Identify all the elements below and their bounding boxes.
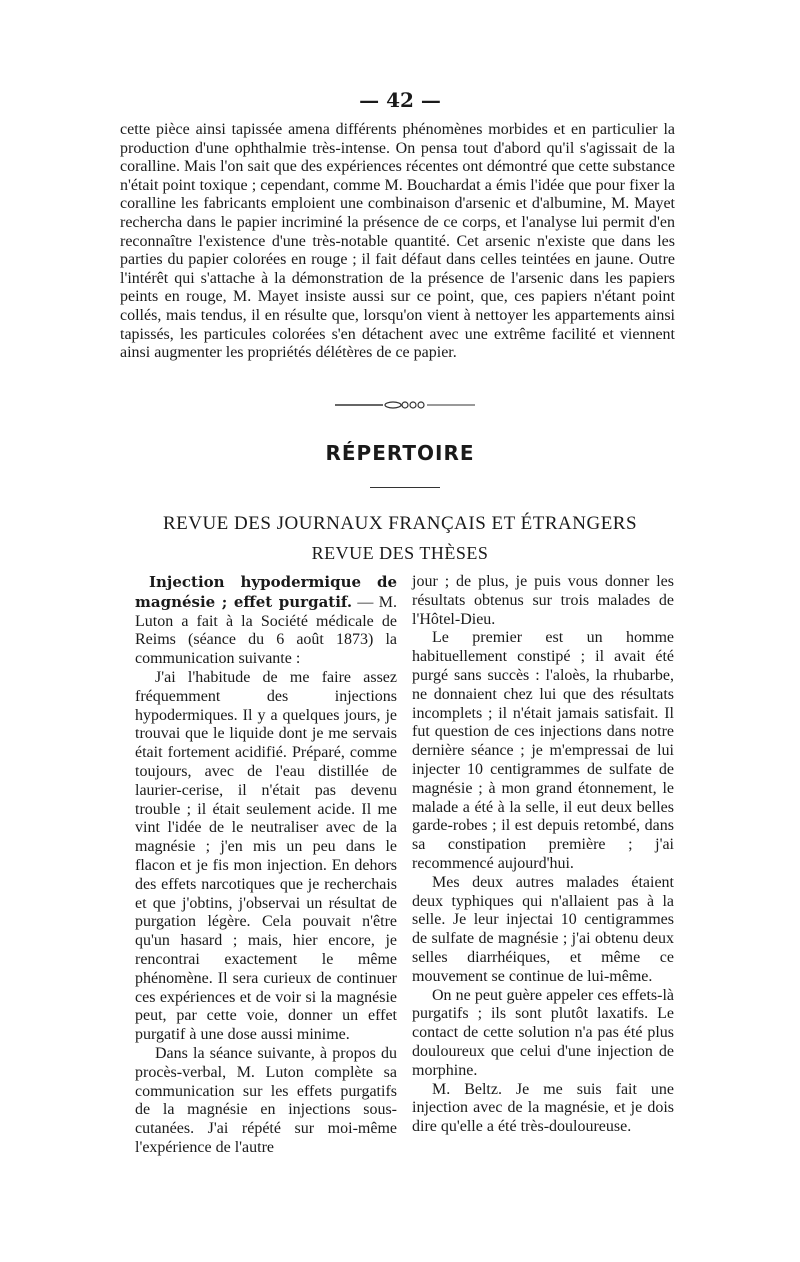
left-column	[135, 573, 397, 1158]
article-lead	[135, 573, 397, 669]
top-paragraph: cette pièce ainsi tapissée amena différents phénomènes morbides et en particulier la production d'une ophthalmie très-intense. On pensa tout d'abord qu'il s'agissait de la coralline. Mais l'on sait que des expériences récentes ont démontré que cette substance n'était point toxique ; cependant, comme M. Bouchardat a émis l'idée que pour fixer la coralline les fabricants emploient une combinaison d'arsenic et d'albumine, M. Mayet rechercha dans le papier incriminé la présence de ce corps, et l'analyse lui permit d'en reconnaître l'existence d'une très-notable quantité. Cet arsenic n'existe que dans les parties du papier colorées en rouge ; il fait défaut dans celles teintées en jaune. Outre l'intérêt qui s'attache à la démonstration de la présence de l'arsenic dans les papiers peints en rouge, M. Mayet insiste aussi sur ce point, que, ces papiers n'étant point collés, mais tendus, il en résulte que, lorsqu'on vient à nettoyer les appartements ainsi tapissés, les particules colorées s'en détachent avec une extrême facilité et viennent ainsi augmenter les propriétés délétères de ce papier.	[120, 121, 675, 362]
title-rule	[370, 487, 440, 488]
right-paragraph: Le premier est un homme habituellement constipé ; il avait été purgé sans succès : l'aloès, la rhubarbe, ne donnaient chez lui que des résultats incomplets ; il n'était jamais satisfait. Il fut question de ces injections dans notre dernière séance ; je m'empressai de lui injecter 10 centigrammes de sulfate de magnésie ; à mon grand étonnement, le malade a été à la selle, il eut deux belles garde-robes ; il est depuis retombé, dans sa constipation première ; j'ai recommencé aujourd'hui.	[412, 629, 674, 872]
right-paragraph: Mes deux autres malades étaient deux typhiques qui n'allaient pas à la selle. Je leur injectai 10 centigrammes de sulfate de magnésie ; j'ai obtenu deux selles diarrhéiques, et même ce mouvement se continue de lui-même.	[412, 873, 674, 985]
section-title: RÉPERTOIRE	[325, 441, 475, 465]
left-paragraph: Dans la séance suivante, à propos du procès-verbal, M. Luton complète sa communication sur les effets purgatifs de la magnésie en injections sous-cutanées. J'ai répété sur moi-même l'expérience de l'autre	[135, 1044, 397, 1156]
right-paragraph: jour ; de plus, je puis vous donner les résultats obtenus sur trois malades de l'Hôtel-Dieu.	[412, 573, 674, 628]
right-paragraph: M. Beltz. Je me suis fait une injection avec de la magnésie, et je dois dire qu'elle a été très-douloureuse.	[412, 1080, 674, 1136]
subtitle-theses: REVUE DES THÈSES	[311, 543, 489, 563]
right-paragraph: On ne peut guère appeler ces effets-là purgatifs ; ils sont plutôt laxatifs. Le contact de cette solution n'a pas été plus douloureux que celui d'une injection de morphine.	[412, 986, 674, 1079]
ornament-divider	[335, 399, 475, 411]
article-intro: — M. Luton a fait à la Société médicale de Reims (séance du 6 août 1873) la communication suivante :	[135, 593, 397, 668]
right-column	[412, 573, 674, 1137]
subtitle-journals: REVUE DES JOURNAUX FRANÇAIS ET ÉTRANGERS	[162, 513, 638, 534]
article-heading: Injection hypodermique de magnésie ; effet purgatif.	[135, 573, 397, 611]
left-paragraph: J'ai l'habitude de me faire assez fréquemment des injections hypodermiques. Il y a quelques jours, je trouvai que le liquide dont je me servais était fortement acidifié. Préparé, comme toujours, avec de l'eau distillée de laurier-cerise, il n'était pas devenu trouble ; il était seulement acide. Il me vint l'idée de le neutraliser avec de la magnésie ; j'en mis un peu dans le flacon et je fis mon injection. En dehors des effets narcotiques que je recherchais et que j'obtins, j'observai un résultat de purgation légère. Cela pouvait n'être qu'un hasard ; mais, hier encore, je rencontrai exactement le même phénomène. Il sera curieux de continuer ces expériences et de voir si la magnésie peut, par cette voie, donner un effet purgatif à une dose aussi minime.	[135, 668, 397, 1044]
page-number: — 42 —	[359, 88, 441, 112]
